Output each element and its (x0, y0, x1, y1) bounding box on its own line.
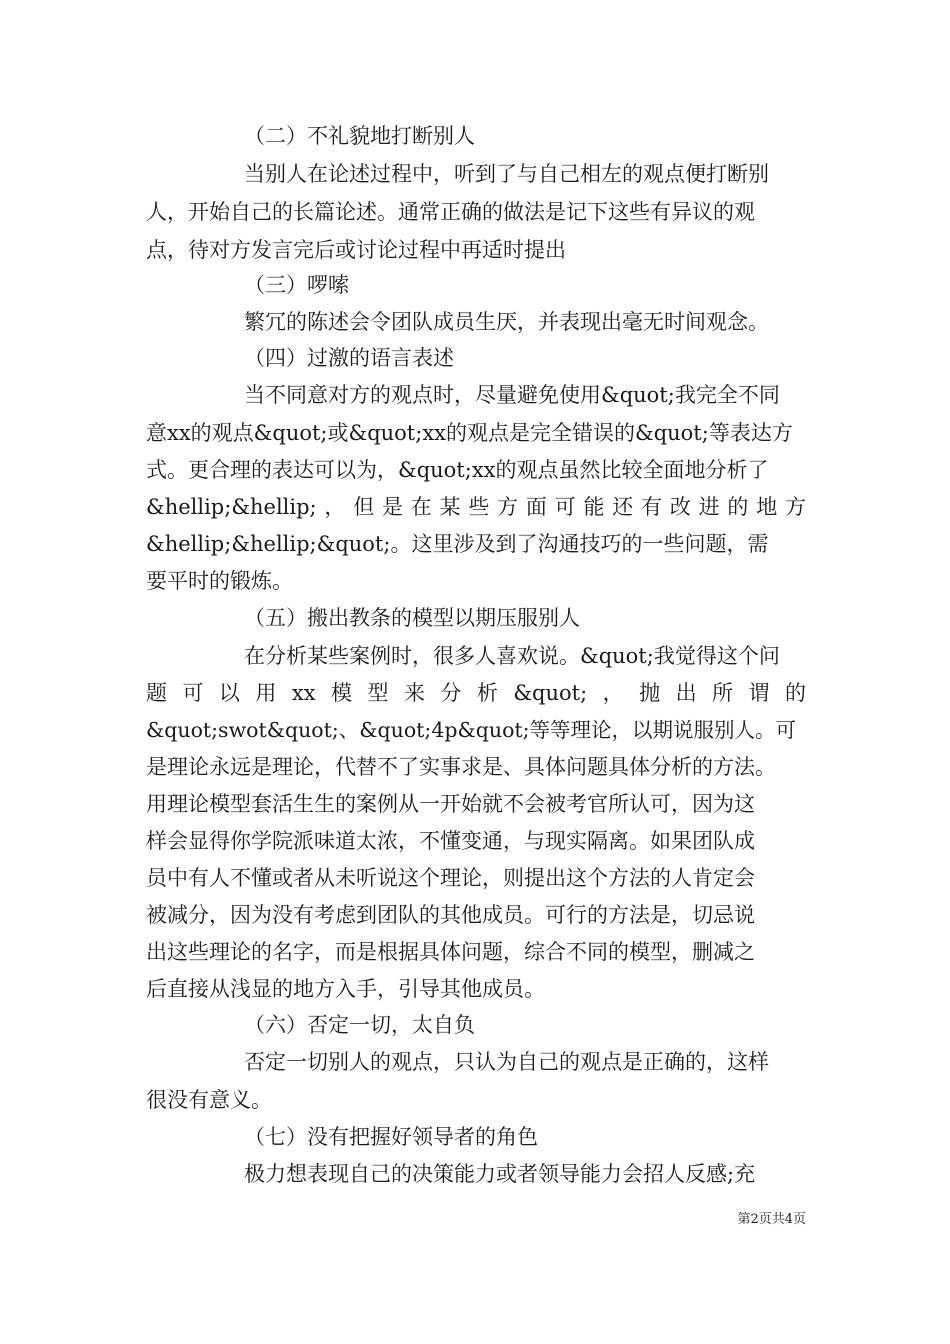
paragraph-line: 意xx的观点&quot;或&quot;xx的观点是完全错误的&quot;等表达方 (146, 421, 793, 445)
paragraph-line: 用理论模型套活生生的案例从一开始就不会被考官所认可，因为这 (146, 792, 755, 816)
paragraph-line: 是理论永远是理论，代替不了实事求是、具体问题具体分析的方法。 (146, 755, 776, 779)
paragraph-line: 否定一切别人的观点，只认为自己的观点是正确的，这样 (244, 1050, 769, 1074)
paragraph-line: 很没有意义。 (146, 1088, 272, 1112)
page-number-footer: 第2页共4页 (737, 1212, 806, 1227)
section-heading-2: （二）不礼貌地打断别人 (244, 124, 475, 148)
paragraph-line: 题可以用xx模型来分析&quot;，抛出所谓的 (146, 681, 806, 705)
section-heading-3: （三）啰嗦 (244, 273, 349, 297)
paragraph-line: 当不同意对方的观点时，尽量避免使用&quot;我完全不同 (244, 383, 780, 407)
paragraph-line: &hellip;&hellip;&quot;。这里涉及到了沟通技巧的一些问题，需 (146, 532, 769, 556)
paragraph-line: 点，待对方发言完后或讨论过程中再适时提出 (146, 238, 566, 262)
section-heading-4: （四）过激的语言表述 (244, 346, 454, 370)
paragraph-line: 员中有人不懂或者从未听说这个理论，则提出这个方法的人肯定会 (146, 866, 755, 890)
paragraph-line: 在分析某些案例时，很多人喜欢说。&quot;我觉得这个问 (244, 644, 780, 668)
paragraph-line: 人，开始自己的长篇论述。通常正确的做法是记下这些有异议的观 (146, 200, 755, 224)
paragraph-line: 被减分，因为没有考虑到团队的其他成员。可行的方法是，切忌说 (146, 903, 755, 927)
paragraph-line: 式。更合理的表达可以为，&quot;xx的观点虽然比较全面地分析了 (146, 458, 769, 482)
paragraph-line: 繁冗的陈述会令团队成员生厌，并表现出毫无时间观念。 (244, 310, 769, 334)
section-heading-5: （五）搬出教条的模型以期压服别人 (244, 606, 580, 630)
paragraph-line: 当别人在论述过程中，听到了与自己相左的观点便打断别 (244, 162, 769, 186)
section-heading-6: （六）否定一切，太自负 (244, 1013, 475, 1037)
section-heading-7: （七）没有把握好领导者的角色 (244, 1125, 538, 1149)
paragraph-line: &quot;swot&quot;、&quot;4p&quot;等等理论，以期说服别人。可 (146, 718, 797, 742)
paragraph-line: &hellip;&hellip;，但是在某些方面可能还有改进的地方 (146, 495, 806, 519)
paragraph-line: 要平时的锻炼。 (146, 569, 293, 593)
paragraph-line: 后直接从浅显的地方入手，引导其他成员。 (146, 977, 545, 1001)
paragraph-line: 出这些理论的名字，而是根据具体问题，综合不同的模型，删减之 (146, 940, 755, 964)
paragraph-line: 样会显得你学院派味道太浓，不懂变通，与现实隔离。如果团队成 (146, 829, 755, 853)
paragraph-line: 极力想表现自己的决策能力或者领导能力会招人反感;充 (244, 1162, 756, 1186)
